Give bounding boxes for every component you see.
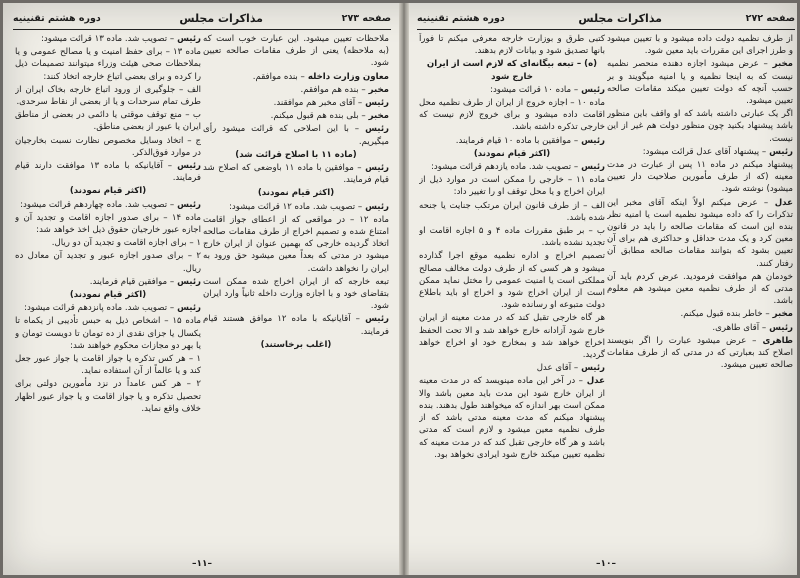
paragraph-text: (اکثر قیام نمودند) <box>473 148 551 159</box>
paragraph-text: ماده ۱۲ – در مواقعی که از اعطای جواز اقامت امتناع شده و تصمیم اخراج از طرف مقامات صالحه اتخاذ گردیده خارجی که بهمین عنوان از ایران خارج میشود در مدتی که بعداً معین میشود حق ورود به ایران را نخواهد داشت. <box>203 214 389 274</box>
speaker-name: رئیس <box>359 124 389 135</box>
paragraph-text: (اکثر قیام نمودند) <box>69 290 147 301</box>
paragraph <box>15 46 201 83</box>
book-gutter <box>399 3 409 575</box>
paragraph-text: ب – بر طبق مقررات ماده ۴ و ۵ اجازه اقامت او تجدید نشده باشد. <box>419 226 605 249</box>
paragraph <box>419 312 605 361</box>
paragraph-text: (اکثر قیام نمودند) <box>69 186 147 197</box>
paragraph-text: (اغلب برخاستند) <box>260 339 332 350</box>
paragraph <box>203 162 389 186</box>
speaker-name: رئیس <box>174 303 201 314</box>
paragraph <box>419 84 605 96</box>
speaker-name: رئیس <box>362 98 389 109</box>
speaker-name: عدل <box>582 376 605 387</box>
paragraph <box>203 33 389 70</box>
speaker-name: رئیس <box>578 162 605 173</box>
left-page-number: –۱۱– <box>192 559 212 569</box>
paragraph <box>15 185 201 197</box>
paragraph-text: – آقای مخبر هم موافقند. <box>273 98 363 109</box>
paragraph <box>15 84 201 108</box>
paragraph <box>203 149 389 161</box>
paragraph-text: تصمیم اخراج و اداره نظمیه موقع اجرا گذارده میشود و هر کسی که از طرف دولت مخالف مصالح مملکتی است یا امنیت عمومی را مختل نماید ممکن است از ایران اخراج شود و اخراج او باید باطلاع دولت متبوعه او رسانده شود. <box>419 251 605 311</box>
paragraph-text: – تصویب شد. ماده پانزدهم قرائت میشود: <box>24 303 175 314</box>
paragraph <box>419 225 605 249</box>
paragraph <box>419 174 605 198</box>
paragraph <box>203 71 389 83</box>
speaker-name: رئیس <box>174 276 201 287</box>
speaker-name: رئیس <box>174 199 201 210</box>
paragraph-text: تبعه خارجه که از ایران اخراج شده ممکن است بتقاضای خود و با اجازه وزارت داخله ثانیاً وارد ایران شود. <box>203 276 389 312</box>
paragraph <box>419 375 605 460</box>
paragraph <box>607 308 793 320</box>
paragraph-text: ۲ – هر کس عامداً در نزد مأمورین دولتی برای تحصیل تذکره و یا جواز اقامت و یا جواز عبور اظهار خلاف واقع نماید. <box>15 379 201 414</box>
paragraph-text: – ماده ۱۰ قرائت میشود: <box>490 84 579 95</box>
paragraph-text: – آقای طاهری. <box>712 322 767 333</box>
paragraph <box>419 33 605 57</box>
paragraph <box>419 250 605 311</box>
speaker-name: رئیس <box>578 84 605 95</box>
speaker-name: رئیس <box>362 201 389 212</box>
speaker-name: مخبر <box>365 111 389 122</box>
speaker-name: رئیس <box>578 363 605 374</box>
paragraph-text: – تصویب شد. ماده یازدهم قرائت میشود: <box>431 162 579 173</box>
paragraph-text: (ه) – تبعه بیگانه‌ای که لازم است از ایران خارج شود <box>426 59 598 82</box>
speaker-name: رئیس <box>172 161 201 172</box>
paragraph <box>15 289 201 301</box>
paragraph <box>419 362 605 374</box>
paragraph-text: – بنده هم موافقم. <box>300 84 366 95</box>
paragraph <box>15 302 201 314</box>
paragraph <box>419 161 605 173</box>
right-page <box>409 3 797 575</box>
right-page-title: مذاکرات مجلس <box>578 11 662 25</box>
speaker-name: رئیس <box>578 135 605 146</box>
paragraph-text: الف – جلوگیری از ورود اتباع خارجه بخاک ایران از طرف تمام سرحدات و یا از بعضی از نقاط سرحدی. <box>15 84 201 108</box>
paragraph-text: الف – از طرف قانون ایران مرتکب جنایت یا جنحه شده باشد. <box>419 200 605 223</box>
speaker-name: رئیس <box>766 146 793 157</box>
paragraph-text: – بلی بنده هم قبول میکنم. <box>270 111 366 122</box>
paragraph <box>607 322 793 334</box>
paragraph <box>419 200 605 224</box>
paragraph-text: هر گاه خارجی تقبل کند که در مدت معینه از ایران خارج شود آزادانه خارج خواهد شد و الا تحت الحفظ اخراج خواهد شد و بمخارج خود او اخراج خواهد گردید. <box>419 313 605 361</box>
paragraph <box>15 378 201 415</box>
speaker-name: مخبر <box>767 59 793 70</box>
paragraph-text: – موافقین قیام فرمایند. <box>89 276 175 287</box>
paragraph-text: ماده ۱۳ – برای حفظ امنیت و یا مصالح عمومی و یا بملاحظات صحی هیئت وزراء میتوانند تصمیمات ذیل را کرده و برای بعضی اتباع خارجه اتخاذ کنند: <box>15 47 201 82</box>
paragraph <box>15 237 201 249</box>
paragraph <box>419 135 605 147</box>
paragraph-text: ج – اتخاذ وسایل مخصوص نظارت نسبت بخارجیان در موارد فوق‌الذکر. <box>15 135 201 158</box>
paragraph-text: خودمان هم موافقت فرمودید. عرض کردم باید آن مدتی که از طرف نظمیه معین میشود هم معلوم باشد. <box>607 271 793 307</box>
paragraph <box>419 148 605 160</box>
right-page-header <box>417 7 795 30</box>
paragraph <box>203 84 389 96</box>
paragraph-text: ملاحظات تعیین میشود. این عبارت خوب است که (به ملاحظه) یعنی از طرف مقامات صالحه تعیین شود. <box>203 34 389 69</box>
paragraph <box>15 353 201 377</box>
paragraph-text: – موافقین با ماده ۱۱ باوضعی که اصلاح شد قیام فرمایند. <box>203 163 389 186</box>
paragraph-text: – با این اصلاحی که قرائت میشود رأی میگیریم. <box>203 124 389 147</box>
paragraph-text: ماده ۱۱ – خارجی را ممکن است در موارد ذیل از ایران اخراج و یا محل توقف او را تغییر داد: <box>419 175 605 198</box>
speaker-name: رئیس <box>174 34 201 44</box>
speaker-name: طاهری <box>756 335 793 346</box>
paragraph-text: – عرض میشود اجازه دهنده منحصر نظمیه نیست که به اینجا نظمیه و یا امنیه میگویند و بر حسب آنچه که دولت تعیین میکند مقامات صالحه تعیین میشود. <box>607 59 793 107</box>
paragraph <box>15 315 201 352</box>
paragraph <box>419 58 605 82</box>
paragraph-text: – عرض میشود عبارت را اگر بنویسند اصلاح کند بعبارتی که در مدتی که از طرف مقامات صالحه تعیین میشود. <box>607 335 793 371</box>
left-page-title: مذاکرات مجلس <box>179 11 263 25</box>
paragraph-text: – تصویب شد. ماده ۱۳ قرائت میشود: <box>41 34 175 44</box>
paragraph <box>607 197 793 270</box>
left-page-session: دوره هشتم تقنینیه <box>13 12 101 24</box>
paragraph-text: پیشنهاد میکنم در ماده ۱۱ پس از عبارت در مدت معینه (که از طرف مأمورین صلاحیت دار تعیین میشود) نوشته شود. <box>607 160 793 195</box>
speaker-name: مخبر <box>365 84 389 95</box>
paragraph <box>15 212 201 236</box>
paragraph-text: – آقای عدل <box>536 363 579 374</box>
paragraph-text: ۲ – برای صدور اجازه عبور و تجدید آن معادل ده ریال. <box>15 251 201 274</box>
right-page-session: دوره هشتم تقنینیه <box>417 12 505 24</box>
paragraph-text: – در آخر این ماده مینویسد که در مدت معینه از ایران خارج شود این مدت باید معین باشد والا ممکن است بهر اندازه که میخواهند طول بدهند. بنده پیشنهاد میکنم که مدت معینه مدتی باشد که از طرف نظمیه معین میشود و لازم است که مدتی باشد و هر گاه خارجی تقبل کند که در مدت معینه که نظمیه تعیین میکند خارج شود ایرادی نخواهد بود. <box>419 376 605 460</box>
scanned-book-spread <box>3 3 797 575</box>
paragraph-text: ماده ۱۴ – برای صدور اجازه اقامت و تجدید آن و اجازه عبور خارجیان حقوق ذیل اخذ خواهد شد: <box>15 212 201 236</box>
paragraph-text: ب – منع توقف موقتی یا دائمی در بعضی از مناطق ایران یا عبور از بعضی مناطق. <box>15 110 201 133</box>
paragraph <box>607 33 793 57</box>
paragraph <box>203 339 389 351</box>
paragraph-text: – آقایانیکه با ماده ۱۲ موافق هستند قیام فرمایند. <box>203 314 389 337</box>
paragraph <box>203 97 389 109</box>
paragraph-text: ۱ – هر کس تذکره یا جواز اقامت یا جواز عبور جعل کند و یا عالماً از آن استفاده نماید. <box>15 354 201 377</box>
left-page-column-right <box>15 33 201 549</box>
speaker-name: رئیس <box>361 163 389 174</box>
right-page-label: صفحه ۲۷۲ <box>745 12 795 24</box>
paragraph-text: – عرض میکنم اولاً اینکه آقای مخبر این تذکرات را که داده میشود نظمیه است یا امنیه نظر بنده این است که مقامات صالحه را باید در قانون معین کرد و یک مدت حداقل و حداکثری هم برای آن تعیین بشود که بتوانند مقامات صالحه مطابق آن رفتار کنند. <box>607 197 793 269</box>
paragraph <box>15 199 201 211</box>
paragraph-text: ماده ۱۵ – اشخاص ذیل به حبس تأدیبی از یکماه تا یکسال یا جزای نقدی از ده تومان تا دویست تومان و یا بهر دو مجازات محکوم خواهند شد: <box>15 316 201 351</box>
paragraph <box>607 146 793 158</box>
paragraph <box>203 123 389 147</box>
paragraph <box>203 110 389 122</box>
paragraph <box>15 160 201 184</box>
paragraph-text: – آقایانیکه با ماده ۱۳ موافقت دارند قیام فرمایند. <box>15 161 201 184</box>
paragraph-text: ماده ۱۰ – اجازه خروج از ایران از طرف نظمیه محل اقامت داده میشود و برای خروج لازم نیست که خارجی تذکره داشته باشد. <box>419 98 605 133</box>
paragraph-text: ۱ – برای اجازه اقامت و تجدید آن دو ریال. <box>51 238 201 249</box>
paragraph <box>203 201 389 213</box>
paragraph <box>15 276 201 288</box>
paragraph <box>607 108 793 145</box>
paragraph <box>607 335 793 372</box>
right-page-number: –۱۰– <box>596 559 616 569</box>
paragraph-text: – تصویب شد. ماده ۱۲ قرائت میشود: <box>229 201 363 212</box>
paragraph-text: – خاطر بنده قبول میکنم. <box>680 309 770 320</box>
paragraph <box>419 97 605 134</box>
paragraph-text: – بنده موافقم. <box>252 71 305 82</box>
left-page-header <box>13 7 391 30</box>
paragraph-text: – تصویب شد. ماده چهاردهم قرائت میشود: <box>20 199 175 210</box>
left-page-label: صفحه ۲۷۳ <box>341 12 391 24</box>
paragraph-text: (اکثر قیام نمودند) <box>257 188 335 199</box>
speaker-name: معاون وزارت داخله <box>304 71 389 82</box>
speaker-name: رئیس <box>359 314 389 325</box>
paragraph <box>607 271 793 308</box>
paragraph-text: اگر یک عبارتی داشته باشد که او واقف باین منظور باشد پیشنهاد بکنید چون منظور دولت هم غیر از این نیست. <box>607 109 793 144</box>
paragraph <box>15 109 201 133</box>
paragraph-text: کتبی طرق و بوزارت خارجه معرفی میکنم تا فوراً بانها تصدیق شود و بیانات لازم بدهند. <box>419 34 605 57</box>
paragraph <box>607 58 793 107</box>
paragraph <box>203 276 389 313</box>
speaker-name: رئیس <box>766 322 793 333</box>
right-page-column-left <box>607 33 793 549</box>
paragraph <box>203 313 389 337</box>
left-page-column-left <box>203 33 389 549</box>
paragraph-text: – پیشنهاد آقای عدل قرائت میشود: <box>642 146 767 157</box>
speaker-name: مخبر <box>769 309 793 320</box>
left-page <box>5 3 399 575</box>
paragraph <box>15 250 201 274</box>
paragraph <box>607 159 793 196</box>
speaker-name: عدل <box>768 197 793 208</box>
paragraph-text: – موافقین با ماده ۱۰ قیام فرمایند. <box>455 135 579 146</box>
right-page-column-right <box>419 33 605 549</box>
paragraph <box>203 214 389 275</box>
paragraph <box>203 187 389 199</box>
paragraph-text: (ماده ۱۱ با اصلاح قرائت شد) <box>235 149 357 160</box>
paragraph <box>15 33 201 45</box>
paragraph-text: از طرف نظمیه دولت داده میشود و با تعیین میشود و طرز اجرای این مقررات باید معین شود. <box>607 34 793 57</box>
paragraph <box>15 135 201 159</box>
